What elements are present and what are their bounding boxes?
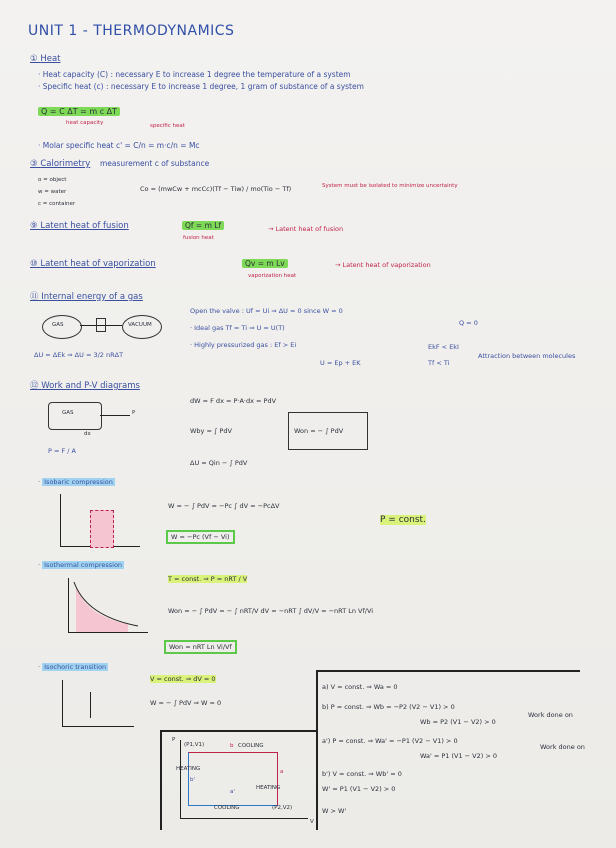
isochoric-p-axis: [62, 680, 63, 726]
isobaric-p-axis: [60, 494, 61, 546]
vaporization-heading: ⑩ Latent heat of vaporization: [30, 259, 156, 269]
page-title: UNIT 1 - THERMODYNAMICS: [28, 23, 235, 39]
summary-a2-1: a') P = const. ⇒ Wa' = −P1 (V2 − V1) > 0: [322, 737, 458, 745]
calorimetry-desc: measurement c of substance: [100, 159, 210, 168]
vaporization-formula: Qv = m Lv: [242, 260, 288, 268]
cycle-box-top: [160, 730, 317, 732]
t-compare: Tf < Ti: [428, 359, 450, 367]
cycle-heating-right: HEATING: [256, 785, 281, 791]
cycle-box-left: [160, 730, 162, 830]
cycle-cooling-top: COOLING: [238, 743, 264, 749]
cycle-v-label: V: [310, 819, 314, 825]
isobaric-boxed: W = −Pc (Vf − Vi): [168, 534, 233, 541]
isothermal-curve: [68, 580, 148, 632]
heat-formula: Q = C ΔT = m c ΔT: [38, 108, 120, 116]
molar-specific-heat: · Molar specific heat c' = C/n = m·c/n = Mc: [38, 141, 200, 150]
isochoric-heading: · Isochoric transition: [38, 663, 107, 671]
pressure-eq: P = F / A: [48, 447, 77, 455]
isobaric-formula: W = − ∫ PdV = −Pc ∫ dV = −PcΔV: [168, 502, 280, 510]
specific-heat-def: · Specific heat (c) : necessary E to increase 1 degree, 1 gram of substance of a system: [38, 82, 364, 91]
dw-eq: dW = F dx = P·A·dx = PdV: [190, 397, 277, 405]
attraction-note: Attraction between molecules: [478, 352, 576, 360]
u-sum: U = Ep + EK: [320, 359, 361, 367]
summary-a: a) V = const. ⇒ Wa = 0: [322, 683, 398, 691]
cycle-p-axis: [180, 740, 181, 818]
summary-a2-2: Wa' = P1 (V1 − V2) > 0: [420, 752, 498, 760]
isothermal-formula: Won = − ∫ PdV = − ∫ nRT/V dV = −nRT ∫ dV/V = −nRT Ln Vf/Vi: [168, 607, 374, 615]
cycle-heating-left: HEATING: [176, 766, 201, 772]
heat-capacity-label: heat capacity: [66, 120, 104, 126]
vaporization-latent-label: → Latent heat of vaporization: [335, 261, 431, 269]
vaporization-heat-label: vaporization heat: [248, 273, 297, 279]
cycle-a2-label: a': [230, 789, 235, 795]
cycle-rectangle: [188, 752, 281, 806]
summary-w-total: W' = P1 (V1 − V2) > 0: [322, 785, 396, 793]
internal-energy-du: ΔU = ΔEk ⇒ ΔU = 3/2 nRΔT: [34, 351, 124, 359]
piston-gas-label: GAS: [62, 410, 74, 416]
q-zero: Q = 0: [459, 319, 478, 327]
var-container: c = container: [38, 201, 76, 207]
isochoric-formula: W = − ∫ PdV ⇒ W = 0: [150, 699, 222, 707]
piston-p-label: P: [132, 410, 136, 416]
isothermal-const: T = const. ⇒ P = nRT / V: [168, 575, 248, 583]
heat-capacity-def: · Heat capacity (C) : necessary E to increase 1 degree the temperature of a system: [38, 70, 351, 79]
summary-top-line: [316, 670, 580, 672]
isobaric-heading: · Isobaric compression: [38, 478, 113, 486]
cycle-a-label: a: [280, 769, 284, 775]
won-eq: Won = − ∫ PdV: [294, 427, 344, 435]
work-pv-heading: ⑫ Work and P-V diagrams: [30, 381, 140, 391]
fusion-heading: ⑨ Latent heat of fusion: [30, 221, 129, 231]
isobaric-area: [90, 510, 114, 548]
cycle-p2v2: (P2,V2): [272, 805, 293, 811]
fusion-heat-label: fusion heat: [183, 235, 214, 241]
summary-b1: b) P = const. ⇒ Wb = −P2 (V2 − V1) > 0: [322, 703, 455, 711]
var-object: o = object: [38, 177, 67, 183]
var-water: w = water: [38, 189, 67, 195]
specific-heat-label: specific heat: [150, 123, 185, 129]
cycle-v-axis: [180, 818, 308, 819]
fusion-latent-label: → Latent heat of fusion: [268, 225, 344, 233]
fusion-formula: Qf = m Lf: [182, 222, 224, 230]
summary-work-done-on-2: Work done on: [540, 743, 585, 751]
isochoric-line: [90, 692, 91, 718]
high-pressure-text: · Highly pressurized gas : Ef > Ei: [190, 341, 297, 349]
open-valve-text: Open the valve : Uf = Ui ⇒ ΔU = 0 since W = 0: [190, 307, 343, 315]
gas-label: GAS: [52, 322, 64, 328]
summary-left-line: [316, 670, 318, 830]
isobaric-const: P = const.: [380, 515, 426, 525]
du-eq: ΔU = Qin − ∫ PdV: [190, 459, 248, 467]
isothermal-v-axis: [68, 632, 148, 633]
ideal-gas-text: · Ideal gas Tf = Ti ⇒ U = U(T): [190, 324, 285, 332]
wby-eq: Wby = ∫ PdV: [190, 427, 232, 435]
isothermal-boxed: Won = nRT Ln Vi/Vf: [166, 644, 235, 651]
piston-dx-label: dx: [84, 431, 91, 437]
valve: [96, 318, 106, 332]
cycle-b-label: b: [230, 743, 234, 749]
isochoric-v-axis: [62, 726, 134, 727]
vacuum-label: VACUUM: [128, 322, 152, 328]
calorimetry-heading: ③ Calorimetry: [30, 159, 91, 169]
cycle-b2-label: b': [190, 777, 196, 783]
isothermal-heading: · Isothermal compression: [38, 561, 123, 569]
summary-b2-1: b') V = const. ⇒ Wb' = 0: [322, 770, 402, 778]
calorimetry-note: System must be isolated to minimize uncertainty: [322, 183, 458, 189]
cycle-cooling-bottom: COOLING: [214, 805, 240, 811]
summary-work-done-on-1: Work done on: [528, 711, 573, 719]
piston-cylinder: [48, 402, 102, 430]
summary-compare: W > W': [322, 807, 347, 815]
cycle-p-label: P: [172, 737, 176, 743]
calorimetry-formula: Co = (mwCw + mcCc)(Tf − Tiw) / mo(Tio − Tf): [140, 185, 292, 193]
heat-heading: ① Heat: [30, 54, 61, 64]
piston-rod: [100, 415, 130, 416]
isochoric-const: V = const. ⇒ dV = 0: [150, 675, 216, 683]
summary-b2: Wb = P2 (V1 − V2) > 0: [420, 718, 496, 726]
internal-energy-heading: ⑪ Internal energy of a gas: [30, 292, 143, 302]
cycle-p1v1: (P1,V1): [184, 742, 205, 748]
ek-compare: EkF < EkI: [428, 343, 459, 351]
